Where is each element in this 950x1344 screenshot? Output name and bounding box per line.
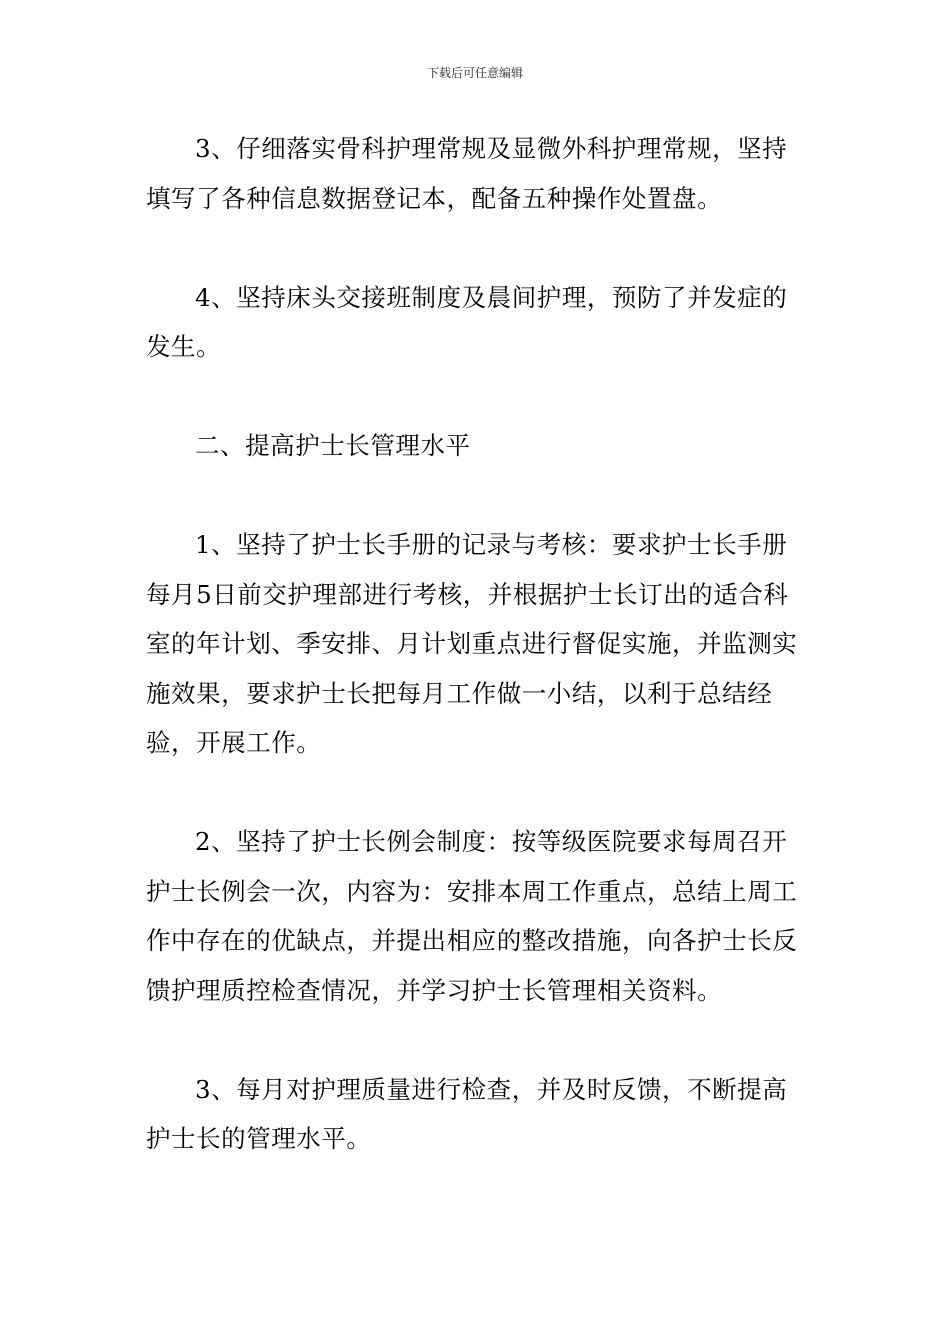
paragraph-item-2-meeting: 2、坚持了护士长例会制度：按等级医院要求每周召开护士长例会一次，内容为：安排本周工作重点，总结上周工作中存在的优缺点，并提出相应的整改措施，向各护士长反馈护理质控检查情况，并学习护士长管理相关资料。 <box>146 827 798 1005</box>
paragraph-item-4-handover: 4、坚持床头交接班制度及晨间护理，预防了并发症的发生。 <box>146 282 788 361</box>
section-heading: 二、提高护士长管理水平 <box>195 431 471 460</box>
document-body <box>146 124 810 1164</box>
paragraph-item-3-inspection: 3、每月对护理质量进行检查，并及时反馈，不断提高护士长的管理水平。 <box>146 1074 788 1153</box>
paragraph-item-1-manual: 1、坚持了护士长手册的记录与考核：要求护士长手册每月5日前交护理部进行考核，并根据护士长订出的适合科室的年计划、季安排、月计划重点进行督促实施，并监测实施效果，要求护士长把每月工作做一小结，以利于总结经验，开展工作。 <box>146 530 798 757</box>
page-header: 下载后可任意编辑 <box>426 66 523 80</box>
paragraph-item-3-routine: 3、仔细落实骨科护理常规及显微外科护理常规，坚持填写了各种信息数据登记本，配备五种操作处置盘。 <box>146 134 788 213</box>
